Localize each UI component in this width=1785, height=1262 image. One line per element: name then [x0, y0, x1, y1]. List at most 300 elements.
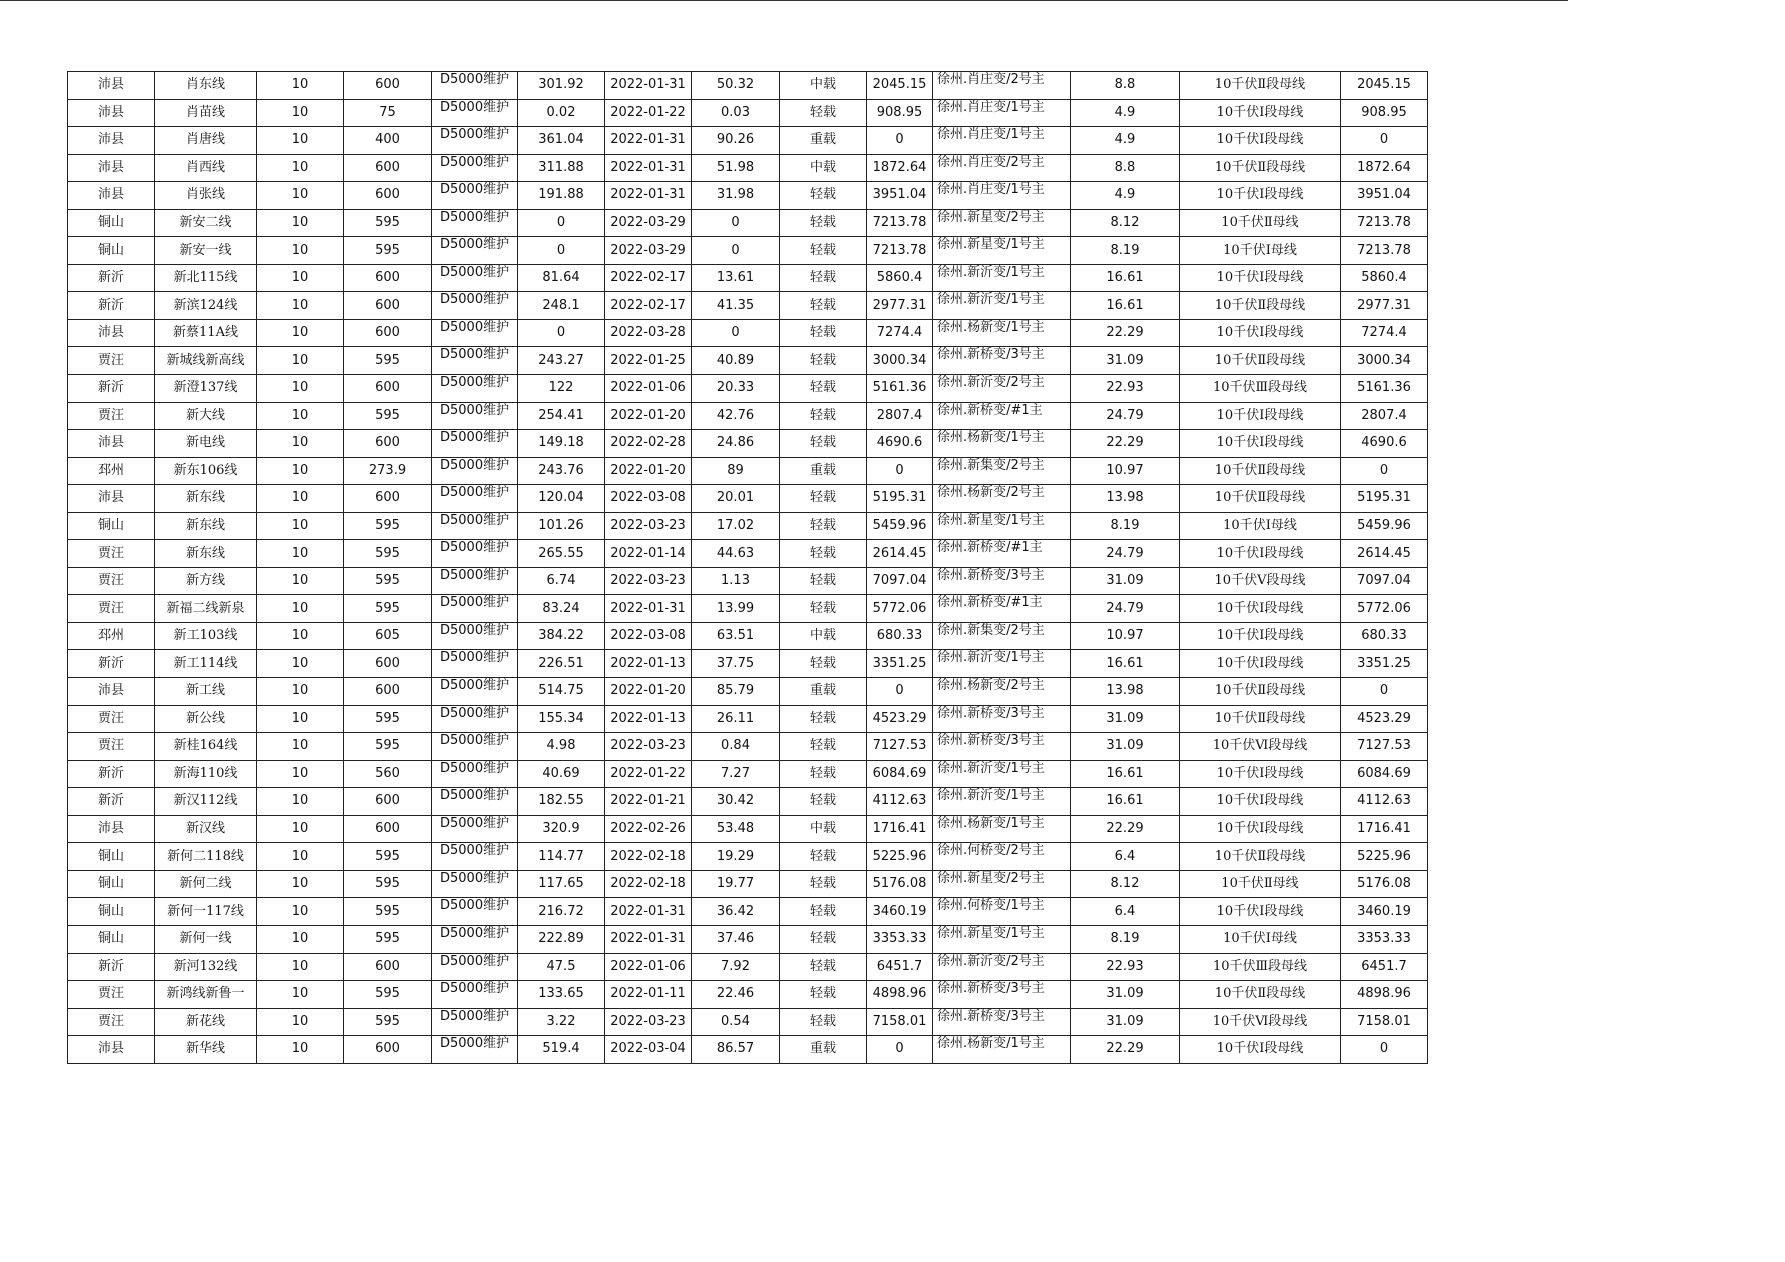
table-row — [68, 72, 1428, 100]
source-cell: D5000维护 — [432, 595, 518, 623]
line-name-cell: 新海110线 — [155, 760, 257, 788]
busbar-cell: 10千伏Ⅱ段母线 — [1180, 843, 1341, 871]
current-cell: 226.51 — [518, 650, 605, 678]
busbar-cell: 10千伏Ⅵ段母线 — [1180, 1008, 1341, 1036]
busbar-cell: 10千伏Ⅵ段母线 — [1180, 733, 1341, 761]
available-capacity-cell: 5225.96 — [1341, 843, 1428, 871]
transformer-load-cell: 8.19 — [1071, 512, 1180, 540]
date-cell: 2022-01-31 — [605, 595, 692, 623]
voltage-cell: 10 — [257, 567, 344, 595]
load-rate-cell: 86.57 — [692, 1036, 780, 1064]
current-cell: 120.04 — [518, 485, 605, 513]
current-cell: 83.24 — [518, 595, 605, 623]
current-cell: 47.5 — [518, 953, 605, 981]
transformer-cell: 徐州.杨新变/1号主 — [933, 1036, 1071, 1064]
load-level-cell: 轻载 — [780, 99, 867, 127]
transformer-load-cell: 16.61 — [1071, 760, 1180, 788]
transformer-cell: 徐州.杨新变/2号主 — [933, 485, 1071, 513]
region-cell: 沛县 — [68, 154, 155, 182]
date-cell: 2022-01-31 — [605, 925, 692, 953]
busbar-cell: 10千伏Ⅱ段母线 — [1180, 485, 1341, 513]
load-level-cell: 中载 — [780, 72, 867, 100]
busbar-cell: 10千伏Ⅱ段母线 — [1180, 292, 1341, 320]
line-name-cell: 新大线 — [155, 402, 257, 430]
voltage-cell: 10 — [257, 485, 344, 513]
rated-current-cell: 560 — [344, 760, 432, 788]
voltage-cell: 10 — [257, 815, 344, 843]
available-capacity-cell: 680.33 — [1341, 622, 1428, 650]
spare-capacity-cell: 0 — [867, 457, 933, 485]
rated-current-cell: 595 — [344, 237, 432, 265]
load-level-cell: 轻载 — [780, 650, 867, 678]
current-cell: 519.4 — [518, 1036, 605, 1064]
load-rate-cell: 30.42 — [692, 788, 780, 816]
source-cell: D5000维护 — [432, 430, 518, 458]
transformer-cell: 徐州.新桥变/3号主 — [933, 981, 1071, 1009]
rated-current-cell: 600 — [344, 375, 432, 403]
load-level-cell: 轻载 — [780, 209, 867, 237]
rated-current-cell: 600 — [344, 154, 432, 182]
transformer-load-cell: 24.79 — [1071, 595, 1180, 623]
line-name-cell: 新福二线新泉 — [155, 595, 257, 623]
table-row — [68, 319, 1428, 347]
current-cell: 133.65 — [518, 981, 605, 1009]
date-cell: 2022-02-28 — [605, 430, 692, 458]
date-cell: 2022-03-23 — [605, 567, 692, 595]
voltage-cell: 10 — [257, 678, 344, 706]
region-cell: 沛县 — [68, 99, 155, 127]
busbar-cell: 10千伏Ⅲ段母线 — [1180, 375, 1341, 403]
region-cell: 新沂 — [68, 292, 155, 320]
source-cell: D5000维护 — [432, 209, 518, 237]
current-cell: 4.98 — [518, 733, 605, 761]
load-rate-cell: 17.02 — [692, 512, 780, 540]
spare-capacity-cell: 0 — [867, 1036, 933, 1064]
table-row — [68, 375, 1428, 403]
spare-capacity-cell: 1716.41 — [867, 815, 933, 843]
rated-current-cell: 595 — [344, 705, 432, 733]
date-cell: 2022-01-31 — [605, 898, 692, 926]
table-row — [68, 815, 1428, 843]
load-level-cell: 重载 — [780, 457, 867, 485]
region-cell: 沛县 — [68, 485, 155, 513]
current-cell: 40.69 — [518, 760, 605, 788]
transformer-cell: 徐州.杨新变/1号主 — [933, 430, 1071, 458]
voltage-cell: 10 — [257, 127, 344, 155]
table-row — [68, 209, 1428, 237]
spare-capacity-cell: 7213.78 — [867, 209, 933, 237]
available-capacity-cell: 0 — [1341, 1036, 1428, 1064]
voltage-cell: 10 — [257, 237, 344, 265]
region-cell: 新沂 — [68, 650, 155, 678]
busbar-cell: 10千伏Ⅱ母线 — [1180, 209, 1341, 237]
transformer-load-cell: 10.97 — [1071, 457, 1180, 485]
source-cell: D5000维护 — [432, 760, 518, 788]
current-cell: 149.18 — [518, 430, 605, 458]
available-capacity-cell: 4523.29 — [1341, 705, 1428, 733]
region-cell: 铜山 — [68, 925, 155, 953]
busbar-cell: 10千伏Ⅱ段母线 — [1180, 705, 1341, 733]
date-cell: 2022-03-23 — [605, 512, 692, 540]
current-cell: 117.65 — [518, 870, 605, 898]
transformer-cell: 徐州.新沂变/1号主 — [933, 760, 1071, 788]
current-cell: 254.41 — [518, 402, 605, 430]
date-cell: 2022-02-18 — [605, 843, 692, 871]
transformer-load-cell: 8.12 — [1071, 870, 1180, 898]
region-cell: 贾汪 — [68, 1008, 155, 1036]
region-cell: 沛县 — [68, 430, 155, 458]
transformer-load-cell: 31.09 — [1071, 705, 1180, 733]
source-cell: D5000维护 — [432, 99, 518, 127]
transformer-cell: 徐州.杨新变/1号主 — [933, 319, 1071, 347]
feeder-load-table — [67, 71, 1428, 1064]
load-level-cell: 轻载 — [780, 595, 867, 623]
current-cell: 514.75 — [518, 678, 605, 706]
spare-capacity-cell: 908.95 — [867, 99, 933, 127]
voltage-cell: 10 — [257, 1008, 344, 1036]
line-name-cell: 新汉线 — [155, 815, 257, 843]
table-row — [68, 154, 1428, 182]
busbar-cell: 10千伏Ⅱ段母线 — [1180, 678, 1341, 706]
available-capacity-cell: 2614.45 — [1341, 540, 1428, 568]
source-cell: D5000维护 — [432, 843, 518, 871]
source-cell: D5000维护 — [432, 870, 518, 898]
table-row — [68, 1036, 1428, 1064]
available-capacity-cell: 5459.96 — [1341, 512, 1428, 540]
available-capacity-cell: 6084.69 — [1341, 760, 1428, 788]
available-capacity-cell: 0 — [1341, 457, 1428, 485]
source-cell: D5000维护 — [432, 815, 518, 843]
spare-capacity-cell: 5176.08 — [867, 870, 933, 898]
date-cell: 2022-01-21 — [605, 788, 692, 816]
rated-current-cell: 595 — [344, 209, 432, 237]
load-rate-cell: 89 — [692, 457, 780, 485]
line-name-cell: 新汉112线 — [155, 788, 257, 816]
busbar-cell: 10千伏Ⅲ段母线 — [1180, 953, 1341, 981]
busbar-cell: 10千伏Ⅱ段母线 — [1180, 981, 1341, 1009]
available-capacity-cell: 6451.7 — [1341, 953, 1428, 981]
line-name-cell: 新何二线 — [155, 870, 257, 898]
transformer-cell: 徐州.新沂变/2号主 — [933, 375, 1071, 403]
region-cell: 铜山 — [68, 870, 155, 898]
busbar-cell: 10千伏Ⅰ段母线 — [1180, 650, 1341, 678]
transformer-load-cell: 31.09 — [1071, 567, 1180, 595]
transformer-cell: 徐州.肖庄变/2号主 — [933, 72, 1071, 100]
voltage-cell: 10 — [257, 430, 344, 458]
current-cell: 182.55 — [518, 788, 605, 816]
region-cell: 贾汪 — [68, 705, 155, 733]
load-rate-cell: 7.27 — [692, 760, 780, 788]
busbar-cell: 10千伏Ⅱ段母线 — [1180, 72, 1341, 100]
busbar-cell: 10千伏Ⅰ段母线 — [1180, 264, 1341, 292]
load-level-cell: 轻载 — [780, 760, 867, 788]
source-cell: D5000维护 — [432, 237, 518, 265]
available-capacity-cell: 7213.78 — [1341, 209, 1428, 237]
current-cell: 122 — [518, 375, 605, 403]
source-cell: D5000维护 — [432, 485, 518, 513]
transformer-cell: 徐州.肖庄变/1号主 — [933, 127, 1071, 155]
voltage-cell: 10 — [257, 512, 344, 540]
load-rate-cell: 26.11 — [692, 705, 780, 733]
transformer-load-cell: 16.61 — [1071, 650, 1180, 678]
line-name-cell: 新滨124线 — [155, 292, 257, 320]
date-cell: 2022-03-08 — [605, 485, 692, 513]
load-rate-cell: 51.98 — [692, 154, 780, 182]
line-name-cell: 新工103线 — [155, 622, 257, 650]
transformer-cell: 徐州.新集变/2号主 — [933, 622, 1071, 650]
spare-capacity-cell: 5860.4 — [867, 264, 933, 292]
available-capacity-cell: 2045.15 — [1341, 72, 1428, 100]
current-cell: 0.02 — [518, 99, 605, 127]
rated-current-cell: 595 — [344, 981, 432, 1009]
load-level-cell: 轻载 — [780, 953, 867, 981]
voltage-cell: 10 — [257, 1036, 344, 1064]
available-capacity-cell: 7213.78 — [1341, 237, 1428, 265]
transformer-load-cell: 31.09 — [1071, 347, 1180, 375]
line-name-cell: 新何一线 — [155, 925, 257, 953]
region-cell: 铜山 — [68, 512, 155, 540]
line-name-cell: 肖东线 — [155, 72, 257, 100]
load-level-cell: 中载 — [780, 154, 867, 182]
line-name-cell: 新城线新高线 — [155, 347, 257, 375]
load-level-cell: 中载 — [780, 815, 867, 843]
line-name-cell: 新电线 — [155, 430, 257, 458]
source-cell: D5000维护 — [432, 733, 518, 761]
spare-capacity-cell: 3351.25 — [867, 650, 933, 678]
transformer-load-cell: 22.29 — [1071, 319, 1180, 347]
line-name-cell: 新东线 — [155, 512, 257, 540]
date-cell: 2022-01-20 — [605, 678, 692, 706]
available-capacity-cell: 5772.06 — [1341, 595, 1428, 623]
transformer-cell: 徐州.杨新变/1号主 — [933, 815, 1071, 843]
load-rate-cell: 31.98 — [692, 182, 780, 210]
transformer-cell: 徐州.新桥变/#1主 — [933, 402, 1071, 430]
current-cell: 243.27 — [518, 347, 605, 375]
transformer-load-cell: 24.79 — [1071, 540, 1180, 568]
load-rate-cell: 0.03 — [692, 99, 780, 127]
busbar-cell: 10千伏Ⅰ段母线 — [1180, 99, 1341, 127]
load-rate-cell: 22.46 — [692, 981, 780, 1009]
rated-current-cell: 600 — [344, 678, 432, 706]
table-row — [68, 843, 1428, 871]
region-cell: 贾汪 — [68, 540, 155, 568]
busbar-cell: 10千伏Ⅱ段母线 — [1180, 347, 1341, 375]
region-cell: 铜山 — [68, 843, 155, 871]
load-level-cell: 轻载 — [780, 430, 867, 458]
rated-current-cell: 600 — [344, 485, 432, 513]
load-level-cell: 轻载 — [780, 567, 867, 595]
transformer-load-cell: 16.61 — [1071, 788, 1180, 816]
line-name-cell: 肖西线 — [155, 154, 257, 182]
source-cell: D5000维护 — [432, 512, 518, 540]
busbar-cell: 10千伏Ⅴ段母线 — [1180, 567, 1341, 595]
current-cell: 81.64 — [518, 264, 605, 292]
transformer-cell: 徐州.新星变/2号主 — [933, 209, 1071, 237]
available-capacity-cell: 5195.31 — [1341, 485, 1428, 513]
busbar-cell: 10千伏Ⅰ段母线 — [1180, 319, 1341, 347]
source-cell: D5000维护 — [432, 347, 518, 375]
transformer-cell: 徐州.新星变/1号主 — [933, 237, 1071, 265]
date-cell: 2022-01-13 — [605, 650, 692, 678]
line-name-cell: 新河132线 — [155, 953, 257, 981]
load-rate-cell: 90.26 — [692, 127, 780, 155]
transformer-load-cell: 6.4 — [1071, 843, 1180, 871]
date-cell: 2022-01-31 — [605, 72, 692, 100]
busbar-cell: 10千伏Ⅰ段母线 — [1180, 760, 1341, 788]
line-name-cell: 新花线 — [155, 1008, 257, 1036]
rated-current-cell: 600 — [344, 815, 432, 843]
load-rate-cell: 85.79 — [692, 678, 780, 706]
transformer-cell: 徐州.新桥变/#1主 — [933, 595, 1071, 623]
transformer-load-cell: 8.8 — [1071, 154, 1180, 182]
source-cell: D5000维护 — [432, 182, 518, 210]
rated-current-cell: 600 — [344, 650, 432, 678]
load-rate-cell: 13.99 — [692, 595, 780, 623]
transformer-cell: 徐州.新星变/1号主 — [933, 925, 1071, 953]
load-level-cell: 轻载 — [780, 512, 867, 540]
date-cell: 2022-01-13 — [605, 705, 692, 733]
source-cell: D5000维护 — [432, 375, 518, 403]
voltage-cell: 10 — [257, 870, 344, 898]
line-name-cell: 新东线 — [155, 540, 257, 568]
spare-capacity-cell: 4112.63 — [867, 788, 933, 816]
transformer-cell: 徐州.肖庄变/2号主 — [933, 154, 1071, 182]
load-rate-cell: 63.51 — [692, 622, 780, 650]
transformer-cell: 徐州.新星变/2号主 — [933, 870, 1071, 898]
available-capacity-cell: 1872.64 — [1341, 154, 1428, 182]
transformer-load-cell: 8.12 — [1071, 209, 1180, 237]
available-capacity-cell: 5161.36 — [1341, 375, 1428, 403]
table-row — [68, 981, 1428, 1009]
transformer-load-cell: 8.8 — [1071, 72, 1180, 100]
date-cell: 2022-02-17 — [605, 264, 692, 292]
table-row — [68, 1008, 1428, 1036]
load-level-cell: 轻载 — [780, 788, 867, 816]
spare-capacity-cell: 7127.53 — [867, 733, 933, 761]
date-cell: 2022-01-06 — [605, 953, 692, 981]
spare-capacity-cell: 3460.19 — [867, 898, 933, 926]
available-capacity-cell: 7097.04 — [1341, 567, 1428, 595]
transformer-load-cell: 4.9 — [1071, 127, 1180, 155]
voltage-cell: 10 — [257, 292, 344, 320]
line-name-cell: 新工114线 — [155, 650, 257, 678]
line-name-cell: 新安一线 — [155, 237, 257, 265]
current-cell: 0 — [518, 209, 605, 237]
transformer-load-cell: 13.98 — [1071, 678, 1180, 706]
available-capacity-cell: 3000.34 — [1341, 347, 1428, 375]
date-cell: 2022-01-14 — [605, 540, 692, 568]
rated-current-cell: 595 — [344, 595, 432, 623]
transformer-load-cell: 16.61 — [1071, 292, 1180, 320]
transformer-load-cell: 31.09 — [1071, 981, 1180, 1009]
transformer-load-cell: 4.9 — [1071, 99, 1180, 127]
load-rate-cell: 37.75 — [692, 650, 780, 678]
table-row — [68, 705, 1428, 733]
source-cell: D5000维护 — [432, 622, 518, 650]
region-cell: 贾汪 — [68, 595, 155, 623]
spare-capacity-cell: 3951.04 — [867, 182, 933, 210]
available-capacity-cell: 0 — [1341, 678, 1428, 706]
load-level-cell: 重载 — [780, 678, 867, 706]
voltage-cell: 10 — [257, 925, 344, 953]
voltage-cell: 10 — [257, 981, 344, 1009]
voltage-cell: 10 — [257, 733, 344, 761]
current-cell: 248.1 — [518, 292, 605, 320]
busbar-cell: 10千伏Ⅰ段母线 — [1180, 815, 1341, 843]
table-row — [68, 953, 1428, 981]
region-cell: 沛县 — [68, 127, 155, 155]
source-cell: D5000维护 — [432, 898, 518, 926]
date-cell: 2022-03-29 — [605, 209, 692, 237]
source-cell: D5000维护 — [432, 705, 518, 733]
table-row — [68, 264, 1428, 292]
source-cell: D5000维护 — [432, 1008, 518, 1036]
date-cell: 2022-01-25 — [605, 347, 692, 375]
table-row — [68, 99, 1428, 127]
available-capacity-cell: 0 — [1341, 127, 1428, 155]
voltage-cell: 10 — [257, 375, 344, 403]
rated-current-cell: 75 — [344, 99, 432, 127]
voltage-cell: 10 — [257, 264, 344, 292]
region-cell: 新沂 — [68, 953, 155, 981]
line-name-cell: 新蔡11A线 — [155, 319, 257, 347]
transformer-cell: 徐州.新桥变/3号主 — [933, 347, 1071, 375]
load-level-cell: 轻载 — [780, 485, 867, 513]
table-row — [68, 925, 1428, 953]
load-rate-cell: 44.63 — [692, 540, 780, 568]
line-name-cell: 新北115线 — [155, 264, 257, 292]
transformer-cell: 徐州.新桥变/3号主 — [933, 733, 1071, 761]
spare-capacity-cell: 3000.34 — [867, 347, 933, 375]
load-rate-cell: 0.84 — [692, 733, 780, 761]
region-cell: 铜山 — [68, 209, 155, 237]
current-cell: 384.22 — [518, 622, 605, 650]
current-cell: 6.74 — [518, 567, 605, 595]
source-cell: D5000维护 — [432, 264, 518, 292]
current-cell: 265.55 — [518, 540, 605, 568]
source-cell: D5000维护 — [432, 953, 518, 981]
transformer-cell: 徐州.新沂变/1号主 — [933, 264, 1071, 292]
current-cell: 101.26 — [518, 512, 605, 540]
region-cell: 新沂 — [68, 788, 155, 816]
rated-current-cell: 595 — [344, 512, 432, 540]
transformer-cell: 徐州.新桥变/3号主 — [933, 705, 1071, 733]
line-name-cell: 新桂164线 — [155, 733, 257, 761]
source-cell: D5000维护 — [432, 402, 518, 430]
table-row — [68, 292, 1428, 320]
rated-current-cell: 605 — [344, 622, 432, 650]
table-row — [68, 485, 1428, 513]
spare-capacity-cell: 2614.45 — [867, 540, 933, 568]
spare-capacity-cell: 1872.64 — [867, 154, 933, 182]
spare-capacity-cell: 0 — [867, 127, 933, 155]
load-rate-cell: 40.89 — [692, 347, 780, 375]
region-cell: 新沂 — [68, 375, 155, 403]
transformer-cell: 徐州.新星变/1号主 — [933, 512, 1071, 540]
table-row — [68, 540, 1428, 568]
transformer-load-cell: 4.9 — [1071, 182, 1180, 210]
busbar-cell: 10千伏Ⅱ段母线 — [1180, 457, 1341, 485]
busbar-cell: 10千伏Ⅰ母线 — [1180, 237, 1341, 265]
load-rate-cell: 36.42 — [692, 898, 780, 926]
rated-current-cell: 600 — [344, 430, 432, 458]
load-rate-cell: 42.76 — [692, 402, 780, 430]
load-level-cell: 轻载 — [780, 375, 867, 403]
source-cell: D5000维护 — [432, 788, 518, 816]
date-cell: 2022-01-20 — [605, 402, 692, 430]
load-rate-cell: 19.77 — [692, 870, 780, 898]
load-level-cell: 重载 — [780, 127, 867, 155]
